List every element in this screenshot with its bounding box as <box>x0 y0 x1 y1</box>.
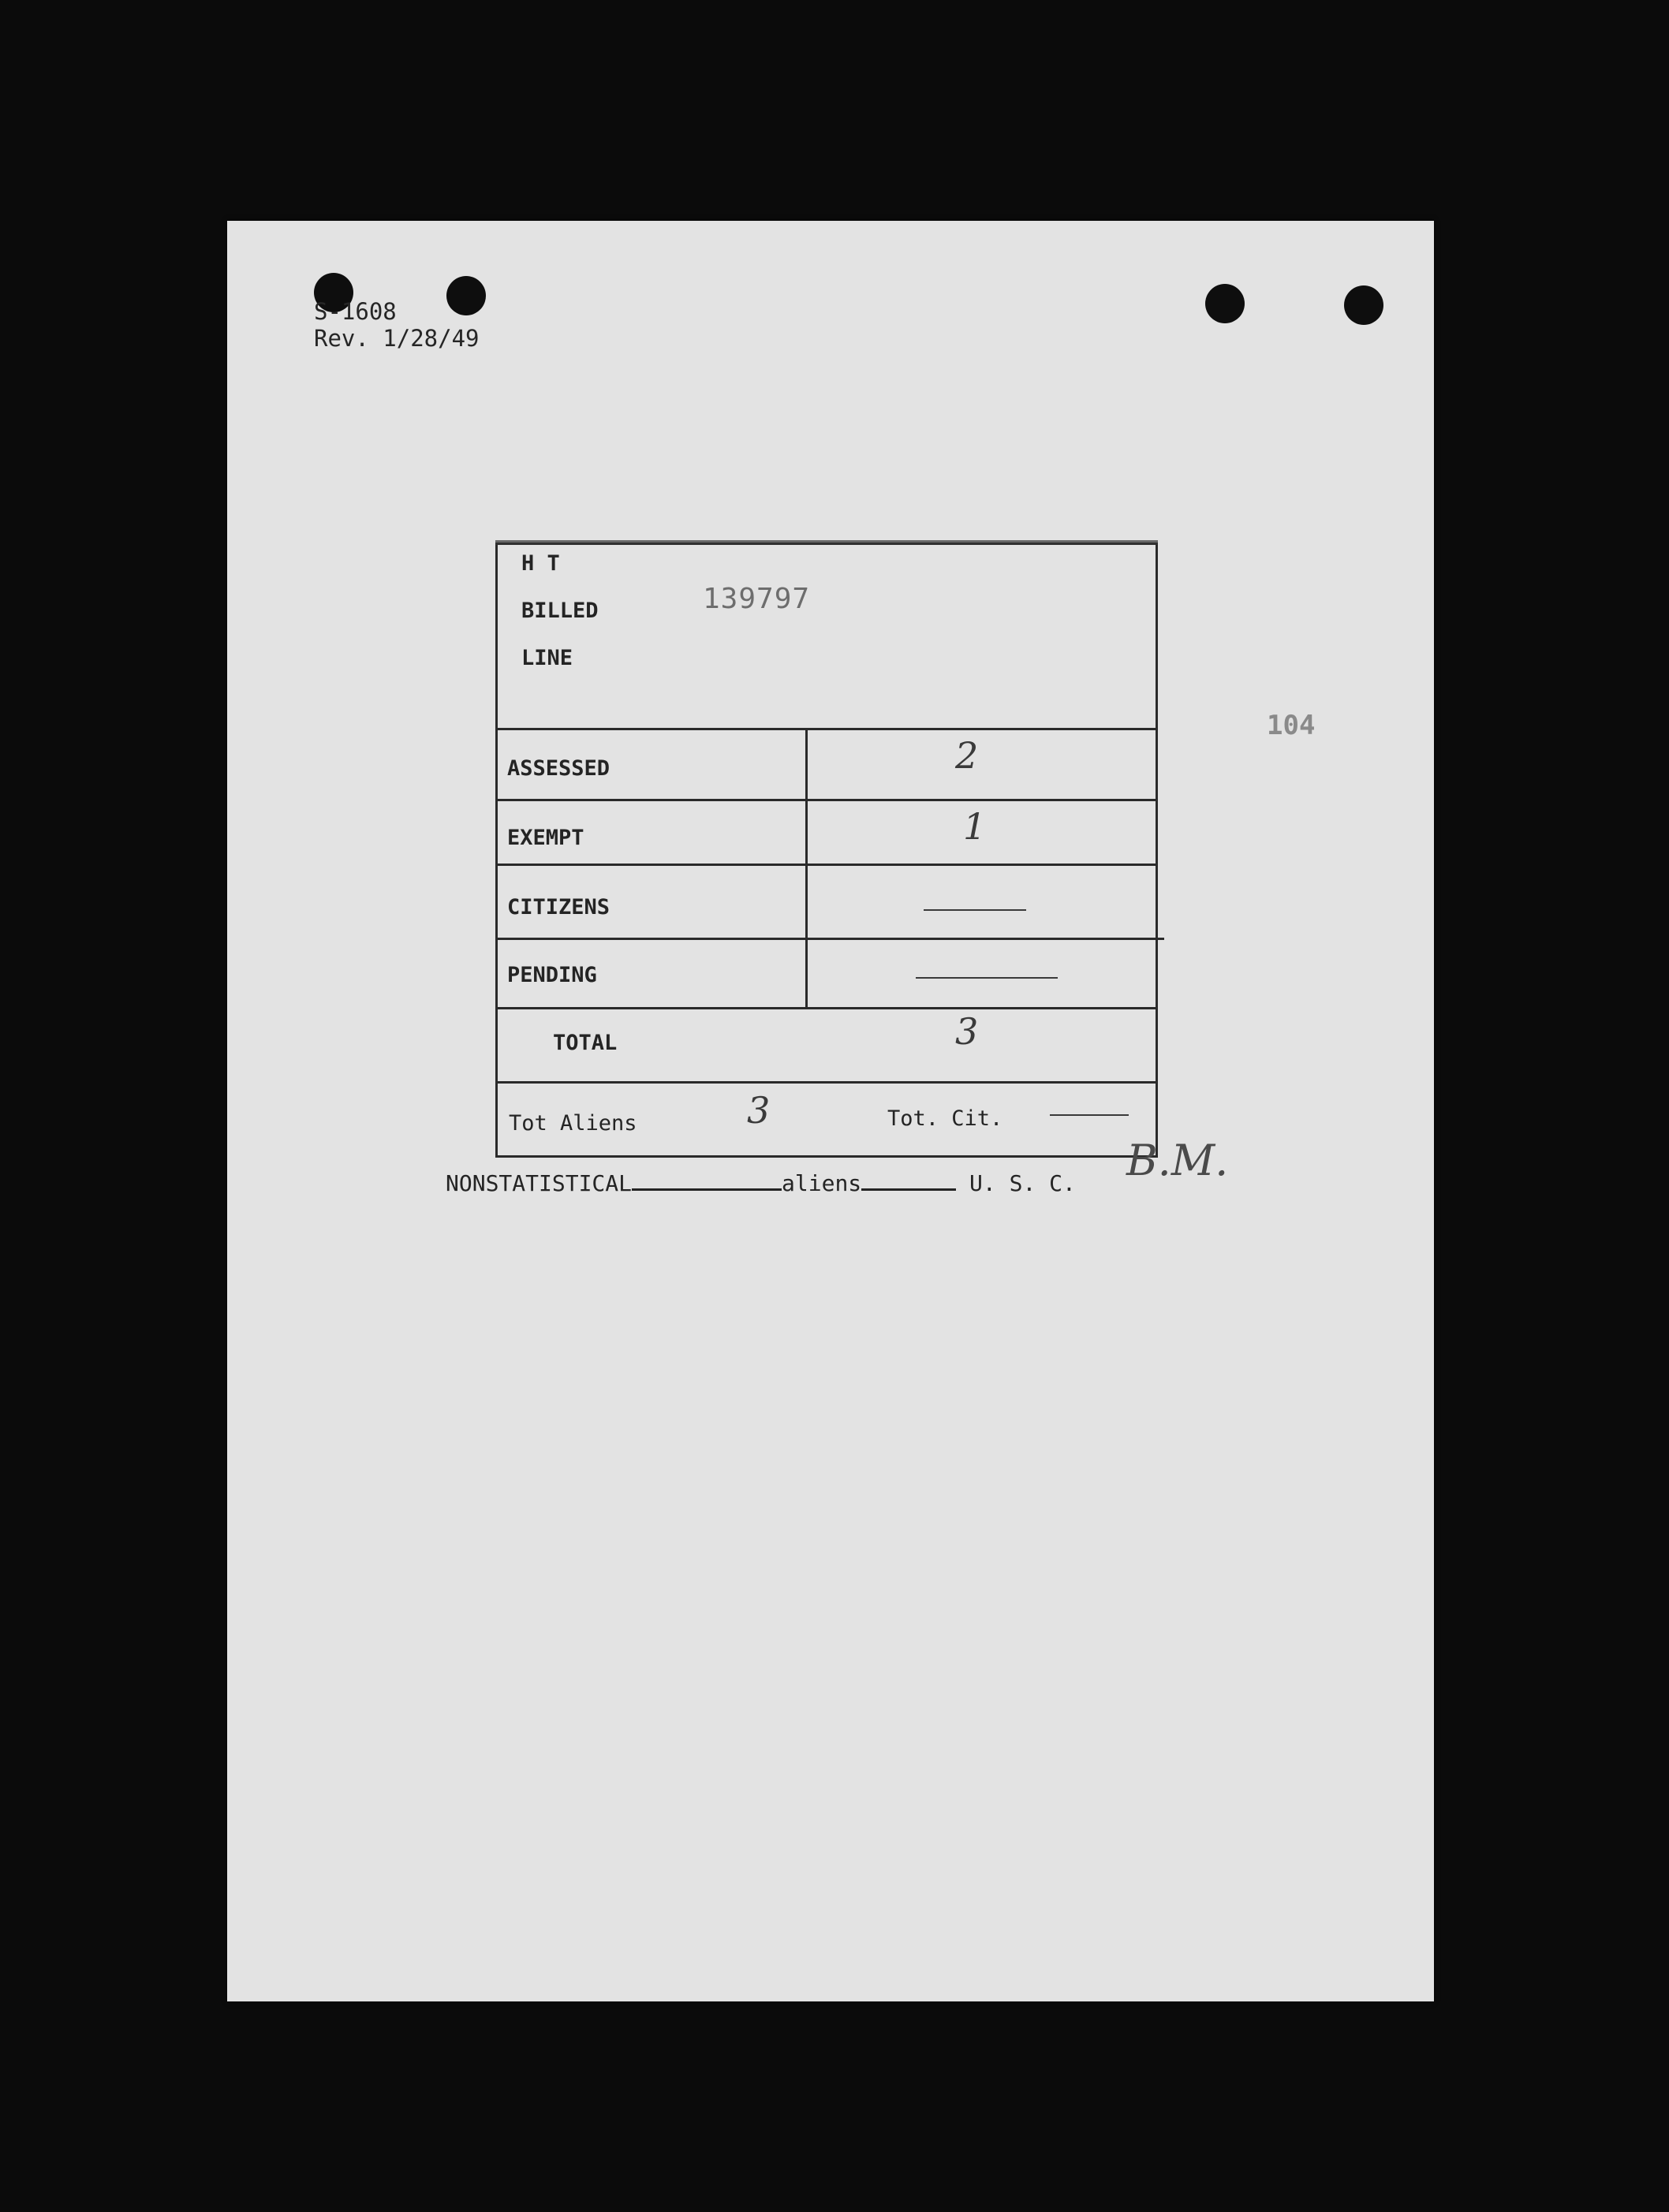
divider <box>498 938 1164 940</box>
row-label-citizens: CITIZENS <box>507 895 610 919</box>
row-value-assessed: 2 <box>955 734 979 777</box>
nonstatistical-label: NONSTATISTICAL <box>446 1170 633 1196</box>
aliens-label: aliens <box>782 1170 862 1196</box>
punch-hole-left-2 <box>446 276 486 315</box>
row-value-exempt: 1 <box>963 805 987 848</box>
row-value-pending-dash <box>916 977 1058 979</box>
column-divider <box>805 728 808 1009</box>
form-revision: Rev. 1/28/49 <box>314 325 480 352</box>
total-value: 3 <box>955 1010 979 1053</box>
divider <box>498 1081 1156 1084</box>
tot-cit-label: Tot. Cit. <box>887 1106 1003 1131</box>
punch-hole-right-2 <box>1344 285 1383 325</box>
stamped-number: 139797 <box>703 583 811 615</box>
row-label-exempt: EXEMPT <box>507 826 584 850</box>
divider <box>498 728 1156 730</box>
header-ht: H T <box>521 551 560 576</box>
head-tax-form <box>495 543 1158 1158</box>
tot-aliens-label: Tot Aliens <box>509 1111 637 1136</box>
row-label-pending: PENDING <box>507 963 597 987</box>
document-sheet <box>227 221 1434 2001</box>
handwritten-initials: B.M. <box>1126 1136 1229 1185</box>
divider <box>498 864 1156 866</box>
usc-label: U. S. C. <box>969 1170 1076 1196</box>
aliens-blank <box>861 1169 956 1191</box>
side-stamp-number: 104 <box>1267 710 1316 741</box>
nonstatistical-blank <box>632 1169 782 1191</box>
header-billed: BILLED <box>521 599 599 623</box>
form-code: S-1608 <box>314 298 397 325</box>
divider <box>498 1007 1156 1009</box>
nonstatistical-line <box>446 1169 1076 1196</box>
total-label: TOTAL <box>553 1031 618 1055</box>
tot-aliens-value: 3 <box>747 1089 771 1132</box>
row-value-citizens-dash <box>924 909 1026 911</box>
tot-cit-dash <box>1050 1114 1129 1116</box>
row-label-assessed: ASSESSED <box>507 756 610 781</box>
header-line: LINE <box>521 646 573 670</box>
punch-hole-right-1 <box>1205 284 1245 323</box>
divider <box>498 799 1156 801</box>
